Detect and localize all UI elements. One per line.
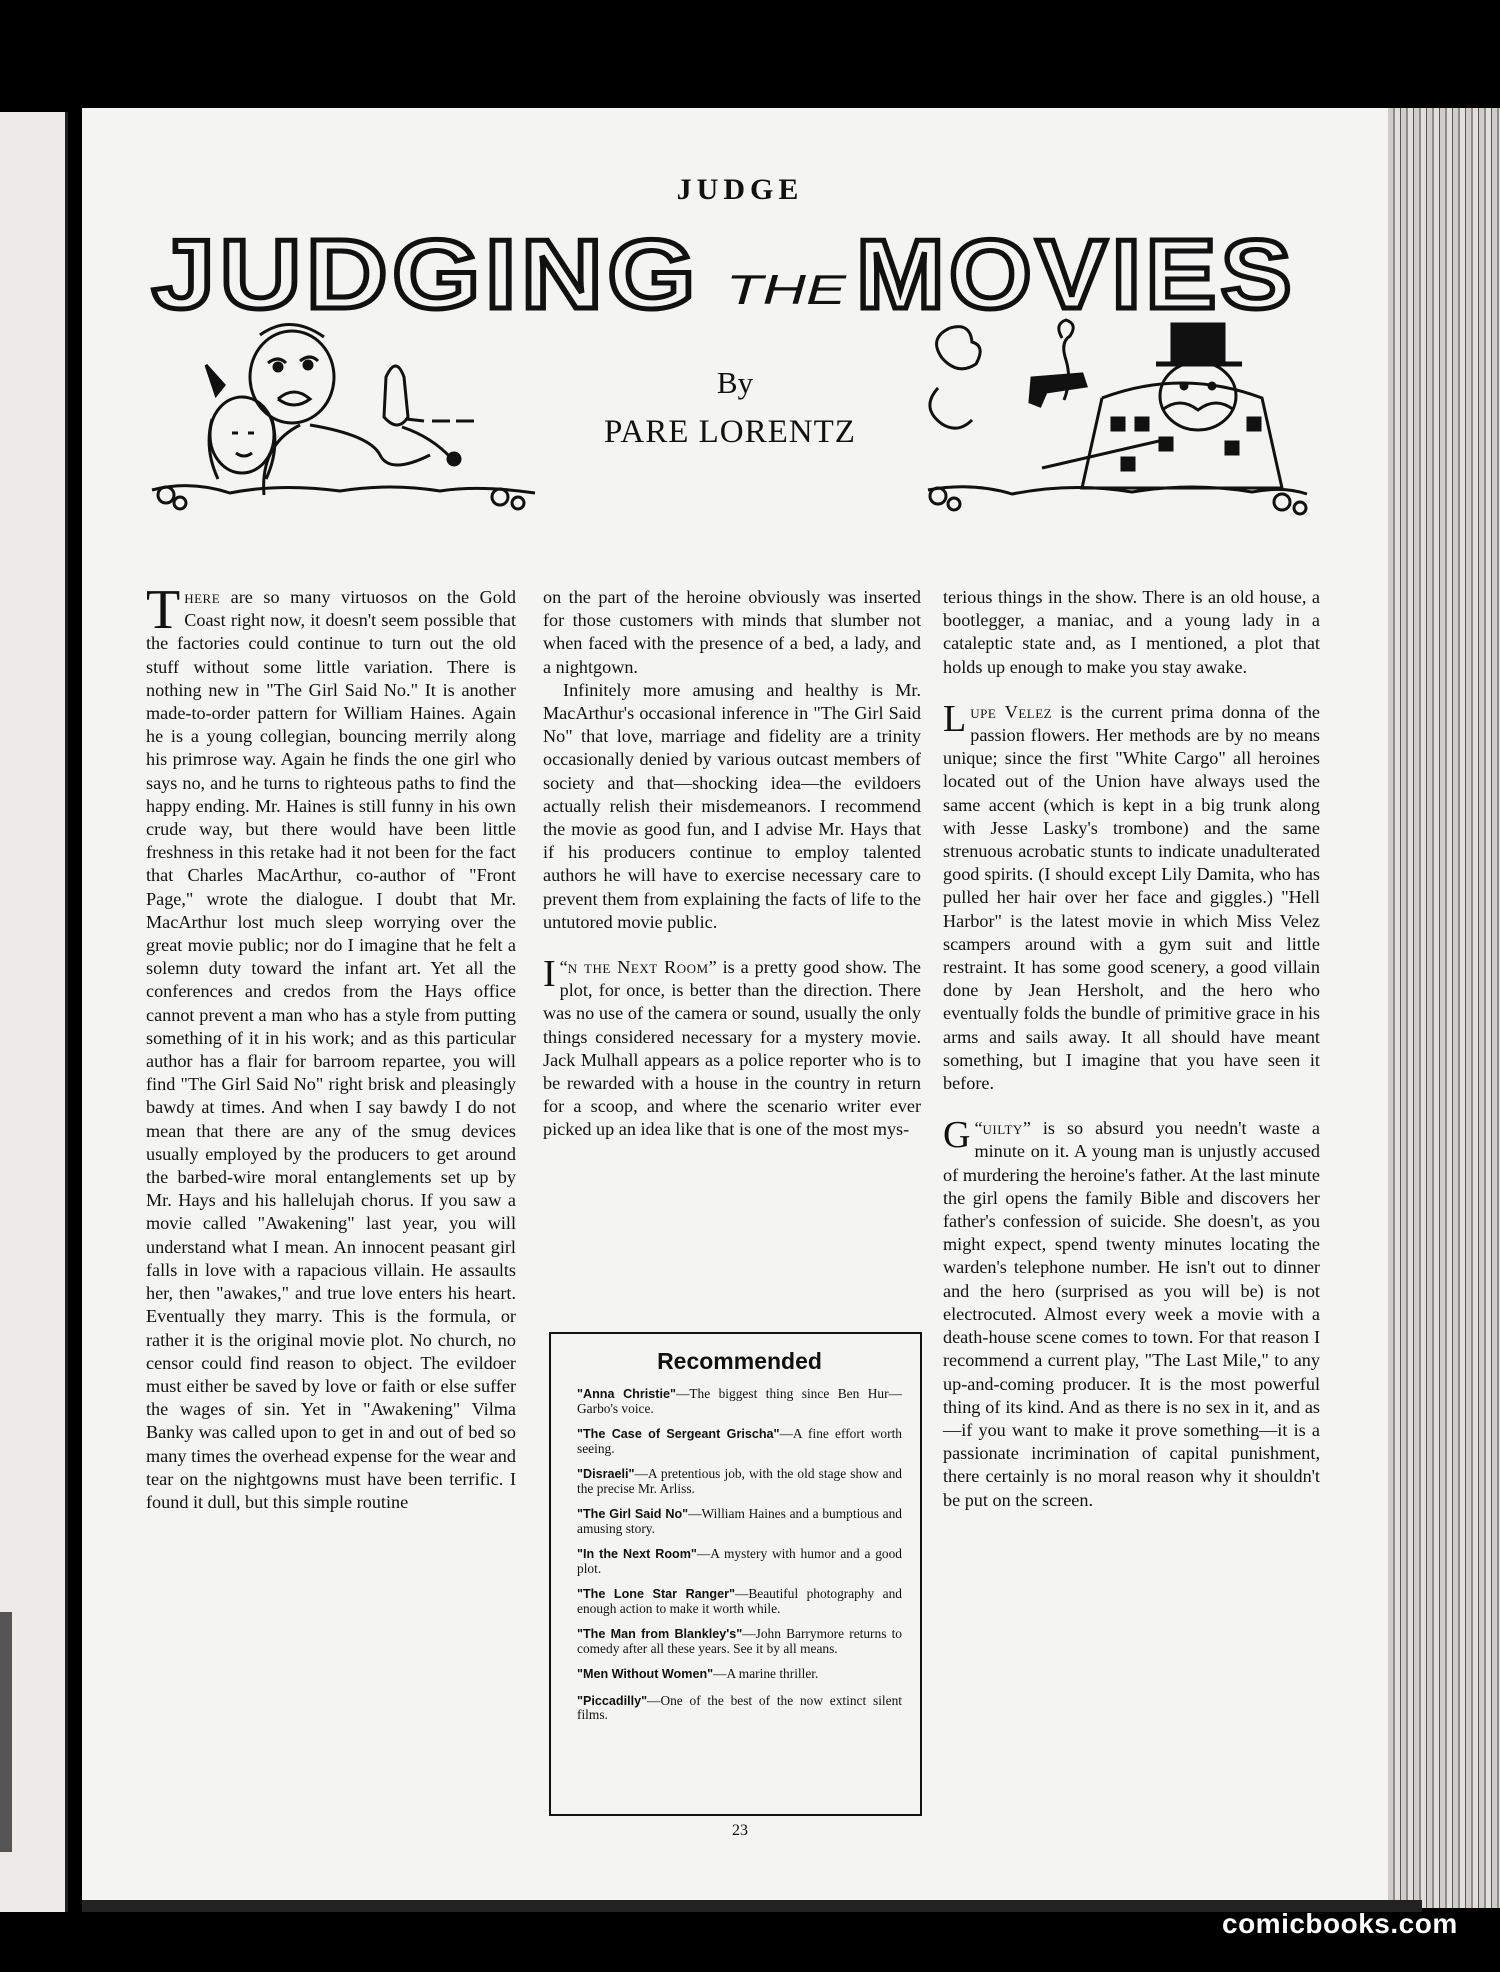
paragraph <box>943 697 1320 1095</box>
article-column-1 <box>146 579 516 1514</box>
byline-author: PARE LORENTZ <box>604 414 856 450</box>
film-note: —The biggest thing since Ben Hur—Garbo's voice. <box>577 1386 902 1416</box>
list-item <box>577 1427 902 1455</box>
open-quote: “ <box>559 957 568 978</box>
list-item <box>577 1387 902 1415</box>
lead-in: uilty <box>982 1118 1023 1139</box>
film-note: —One of the best of the now extinct silent films. <box>577 1692 902 1722</box>
article-column-2 <box>543 586 921 1142</box>
list-item <box>577 1467 902 1495</box>
list-item <box>577 1667 902 1682</box>
headline-word-the: THE <box>726 266 848 313</box>
headline-lettering <box>148 228 1308 318</box>
list-item <box>577 1627 902 1655</box>
list-item <box>577 1694 902 1722</box>
headline-word-judging: JUDGING <box>152 228 700 318</box>
recommended-box <box>549 1332 922 1816</box>
film-title: "Disraeli" <box>577 1467 635 1481</box>
page-shadow <box>82 1900 1422 1912</box>
film-title: "The Man from Blankley's" <box>577 1627 743 1641</box>
paragraph: Infinitely more amusing and healthy is Mr. MacArthur's occasional inference in "The Girl Said No" that love, marriage and fidelity are a trinity occasionally denied by various outcast members of society and that—shocking idea—the evildoers actually relish their misdemeanors. I recommend the movie as good fun, and I advise Mr. Hays that if his producers continue to employ talented authors he will have to exercise necessary care to prevent them from explaining the facts of life to the untutored movie public. <box>543 679 921 932</box>
film-note: —A marine thriller. <box>713 1666 819 1681</box>
film-note: —A pretentious job, with the old stage show and the precise Mr. Arliss. <box>577 1466 902 1496</box>
film-note: —John Barrymore returns to comedy after all these years. See it by all means. <box>577 1626 902 1656</box>
drop-cap: I <box>543 953 556 996</box>
page-stack-edges <box>1388 108 1500 1908</box>
paragraph-text: are so many virtuosos on the Gold Coast right now, it doesn't seem possible that the factories could continue to turn out the old stuff without some little variation. There is nothing new in "The Girl Said No." It is another made-to-order pattern for William Haines. Again he is a young collegian, bouncing merrily along his primrose way. Again he finds the one girl who says no, and he turns to righteous paths to find the happy ending. Mr. Haines is still funny in his own crude way, but there would have been little freshness in this retake had it not been for the fact that Charles MacArthur, co-author of "Front Page," wrote the dialogue. I doubt that Mr. MacArthur lost much sleep worrying over the great movie public; nor do I imagine that he felt a solemn duty toward the infant art. Yet all the conferences and credos from the Hays office cannot prevent a man who has a style from putting something of it in his work; and as this particular author has a flair for barroom repartee, you will find "The Girl Said No" right brisk and pleasingly bawdy at times. And when I say bawdy I do not mean that there are any of the smug devices usually employed by the producers to get around the barbed-wire moral entanglements set up by Mr. Hays and his hallelujah chorus. If you saw a movie called "Awakening" last year, you will understand what I mean. An innocent peasant girl falls in love with a rapacious villain. He assaults her, then "awakes," and true love enters his heart. Eventually they marry. This is the formula, or rather it is the original movie plot. No church, no censor could find reason to object. The evildoer must either be saved by love or faith or else suffer the wages of sin. Yet in "Awakening" Vilma Banky was called upon to get in and out of bed so many times the overhead expense for the wear and tear on the nightgowns must have been terrific. I found it dull, but this simple routine <box>146 587 516 1512</box>
drop-cap: T <box>146 579 181 641</box>
film-title: "The Lone Star Ranger" <box>577 1587 735 1601</box>
site-watermark: comicbooks.com <box>1222 1908 1458 1939</box>
drop-cap: G <box>943 1114 971 1157</box>
paragraph: on the part of the heroine obviously was inserted for those customers with minds that slumber not when faced with the presence of a bed, a lady, and a nightgown. <box>543 587 921 677</box>
film-note: —Beautiful photography and enough action to make it worth while. <box>577 1586 902 1616</box>
list-item <box>577 1587 902 1615</box>
lead-in: n the Next Room <box>567 957 709 978</box>
lead-in: upe Velez <box>970 701 1053 722</box>
film-note: —A fine effort worth seeing. <box>577 1426 902 1456</box>
drop-cap: L <box>943 697 967 740</box>
paragraph <box>543 953 921 1142</box>
couple-cartoon <box>150 315 540 515</box>
byline-by: By <box>716 365 754 400</box>
film-note: —William Haines and a bumptious and amusing story. <box>577 1506 902 1536</box>
list-item <box>577 1547 902 1575</box>
film-note: —A mystery with humor and a good plot. <box>577 1546 902 1576</box>
film-title: "Men Without Women" <box>577 1667 714 1681</box>
film-title: "In the Next Room" <box>577 1547 697 1561</box>
film-title: "Piccadilly" <box>577 1693 648 1708</box>
magazine-title: JUDGE <box>676 173 804 206</box>
lead-in: here <box>184 587 221 607</box>
open-quote: “ <box>974 1118 983 1139</box>
headline-word-movies: MOVIES <box>856 228 1296 318</box>
paragraph-text: ” is so absurd you needn't waste a minute on it. A young man is unjustly accused of murdering the heroine's father. At the last minute the girl opens the family Bible and discovers her father's confession of suicide. She doesn't, as you might expect, spend twenty minutes locating the warden's telephone number. He isn't out to dinner and the hero (surprised as you will be) is not electrocuted. Almost every week a movie with a death-house scene comes to town. For that reason I recommend a current play, "The Last Mile," to any up-and-coming producer. It is the most powerful thing of its kind. And as there is no sex in it, and as—if you want to make it prove something—it is a passionate incrimination of capital punishment, there certainly is no moral reason why it shouldn't be put on the screen. <box>943 1118 1320 1510</box>
list-item <box>577 1507 902 1535</box>
paragraph-text: ” is a pretty good show. The plot, for once, is better than the direction. There was no use of the camera or sound, usually the only things considered necessary for a mystery movie. Jack Mulhall appears as a police reporter who is to be rewarded with a house in the country in return for a scoop, and where the scenario writer ever picked up an idea like that is one of the most mys- <box>543 957 921 1140</box>
facing-page-edge <box>0 112 68 1912</box>
film-title: "The Girl Said No" <box>577 1507 689 1521</box>
film-title: "The Case of Sergeant Grischa" <box>577 1427 780 1441</box>
recommended-title: Recommended <box>657 1348 822 1374</box>
paragraph <box>146 579 516 1514</box>
paragraph-text: is the current prima donna of the passion flowers. Her methods are by no means unique; since the first "White Cargo" all heroines located out of the Union have always used the same accent (which is kept in a big trunk along with Jesse Lasky's trombone) and the same strenuous acrobatic stunts to indicate unadulterated good spirits. (I should except Lily Damita, who has pulled her hair over her face and giggles.) "Hell Harbor" is the latest movie in which Miss Velez scampers around with a gym suit and little restraint. It has some good scenery, a good villain done by Jean Hersholt, and the hero who eventually folds the bundle of primitive grace in his arms and sails away. It all should have meant something, but I imagine that you have seen it before. <box>943 701 1320 1094</box>
paragraph: terious things in the show. There is an old house, a bootlegger, a maniac, and a young lady in a cataleptic state and, as I mentioned, a plot that holds up enough to make you stay awake. <box>943 587 1320 677</box>
page-number: 23 <box>732 1822 748 1839</box>
article-column-3 <box>943 586 1320 1512</box>
villain-cartoon <box>922 318 1312 518</box>
paragraph <box>943 1114 1320 1511</box>
film-title: "Anna Christie" <box>577 1387 676 1401</box>
